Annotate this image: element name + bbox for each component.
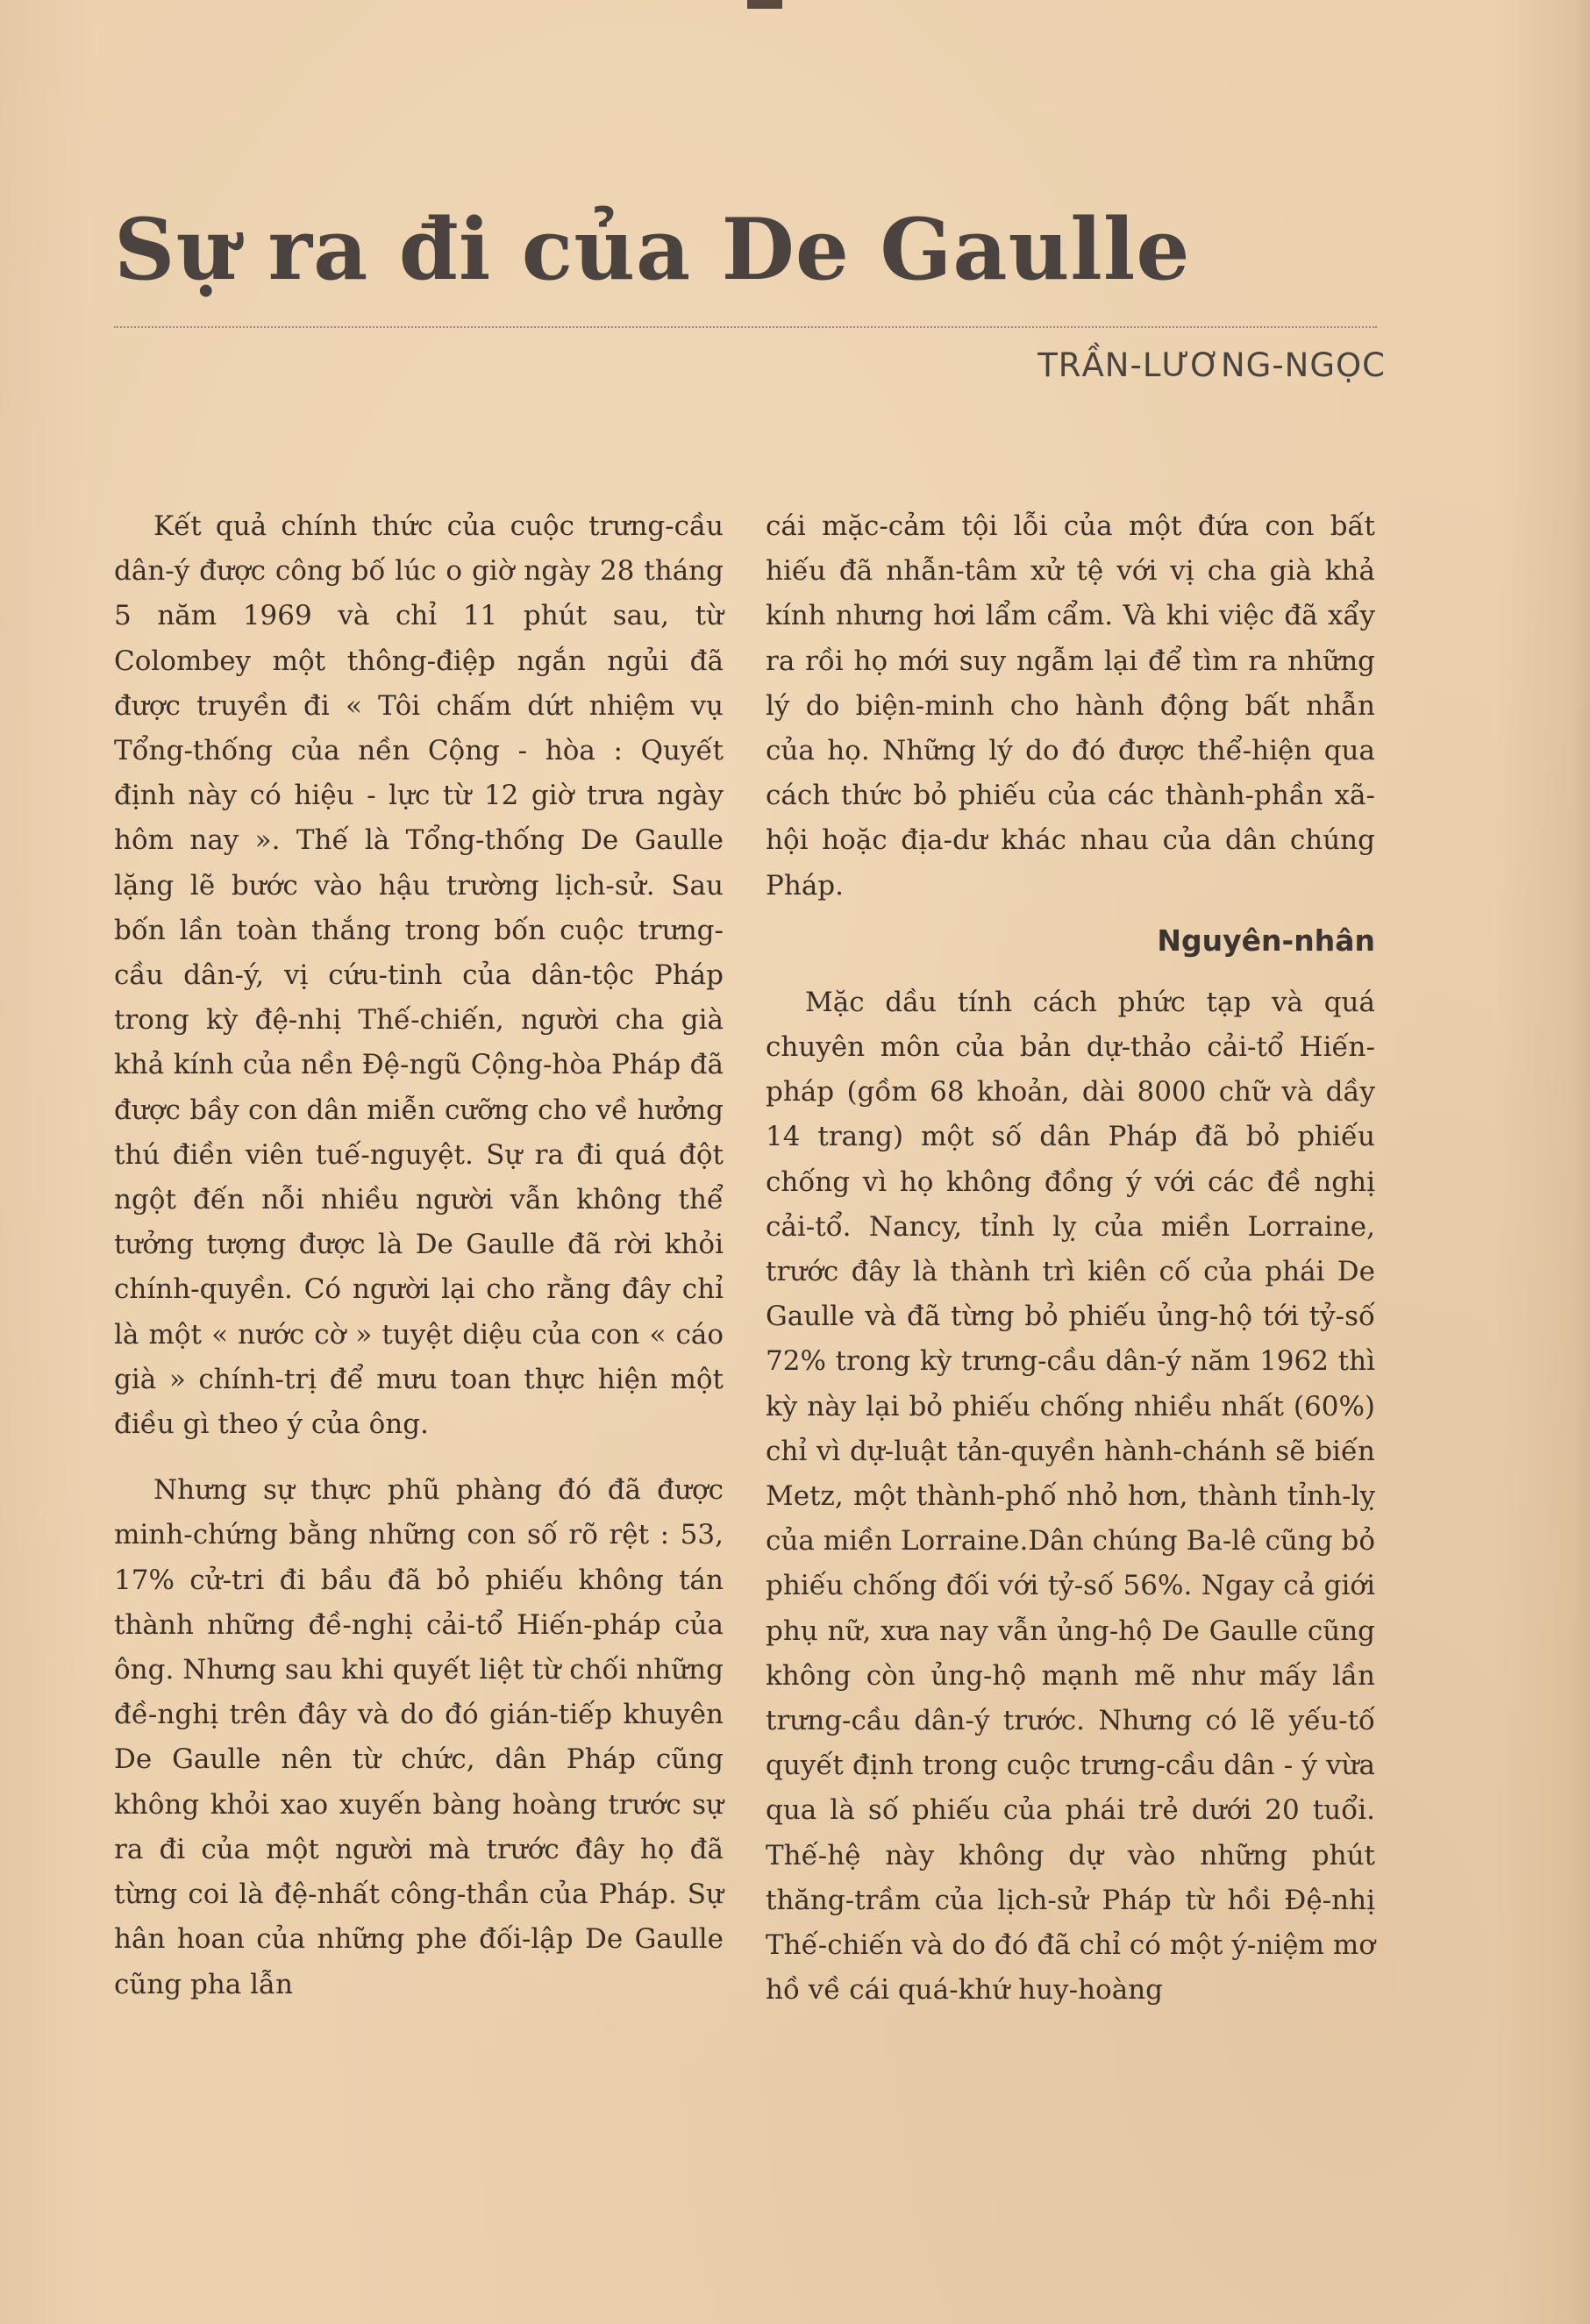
article-title: Sự ra đi của De Gaulle: [114, 200, 1191, 299]
paragraph-1: Kết quả chính thức của cuộc trưng-cầu dân-ý được công bố lúc o giờ ngày 28 tháng 5 năm 1969 và chỉ 11 phút sau, từ Colombey một thông-điệp ngắn ngủi đã được truyền đi « Tôi chấm dứt nhiệm vụ Tổng-thống của nền Cộng - hòa : Quyết định này có hiệu - lực từ 12 giờ trưa ngày hôm nay ». Thế là Tổng-thống De Gaulle lặng lẽ bước vào hậu trường lịch-sử. Sau bốn lần toàn thắng trong bốn cuộc trưng-cầu dân-ý, vị cứu-tinh của dân-tộc Pháp trong kỳ đệ-nhị Thế-chiến, người cha già khả kính của nền Đệ-ngũ Cộng-hòa Pháp đã được bầy con dân miễn cưỡng cho về hưởng thú điền viên tuế-nguyệt. Sự ra đi quá đột ngột đến nỗi nhiều người vẫn không thể tưởng tượng được là De Gaulle đã rời khỏi chính-quyền. Có người lại cho rằng đây chỉ là một « nước cờ » tuyệt diệu của con « cáo già » chính-trị để mưu toan thực hiện một điều gì theo ý của ông.: [114, 510, 724, 1441]
title-divider: [114, 326, 1377, 328]
paragraph-3: cái mặc-cảm tội lỗi của một đứa con bất hiếu đã nhẫn-tâm xử tệ với vị cha già khả kính nhưng hơi lẩm cẩm. Và khi việc đã xẩy ra rồi họ mới suy ngẫm lại để tìm ra những lý do biện-minh cho hành động bất nhẫn của họ. Những lý do đó được thể-hiện qua cách thức bỏ phiếu của các thành-phần xã-hội hoặc địa-dư khác nhau của dân chúng Pháp.: [766, 510, 1375, 902]
paragraph-4: Mặc dầu tính cách phức tạp và quá chuyên môn của bản dự-thảo cải-tổ Hiến-pháp (gồm 68 khoản, dài 8000 chữ và dầy 14 trang) một số dân Pháp đã bỏ phiếu chống vì họ không đồng ý với các đề nghị cải-tổ. Nancy, tỉnh lỵ của miền Lorraine, trước đây là thành trì kiên cố của phái De Gaulle và đã từng bỏ phiếu ủng-hộ tới tỷ-số 72% trong kỳ trưng-cầu dân-ý năm 1962 thì kỳ này lại bỏ phiếu chống nhiều nhất (60%) chỉ vì dự-luật tản-quyền hành-chánh sẽ biến Metz, một thành-phố nhỏ hơn, thành tỉnh-lỵ của miền Lorraine.Dân chúng Ba-lê cũng bỏ phiếu chống đối với tỷ-số 56%. Ngay cả giới phụ nữ, xưa nay vẫn ủng-hộ De Gaulle cũng không còn ủng-hộ mạnh mẽ như mấy lần trưng-cầu dân-ý trước. Nhưng có lẽ yếu-tố quyết định trong cuộc trưng-cầu dân - ý vừa qua là số phiếu của phái trẻ dưới 20 tuổi. Thế-hệ này không dự vào những phút thăng-trầm của lịch-sử Pháp từ hồi Đệ-nhị Thế-chiến và do đó đã chỉ có một ý-niệm mơ hồ về cái quá-khứ huy-hoàng: [766, 986, 1375, 2007]
page-edge-shadow: [1574, 0, 1590, 2324]
section-heading: Nguyên-nhân: [1157, 923, 1375, 958]
right-column: [766, 504, 1375, 2014]
page-top-mark: [747, 0, 782, 9]
left-column: [114, 504, 724, 2007]
article-author: TRẦN-LƯƠNG-NGỌC: [1037, 346, 1386, 384]
paragraph-2: Nhưng sự thực phũ phàng đó đã được minh-chứng bằng những con số rõ rệt : 53, 17% cử-tri đi bầu đã bỏ phiếu không tán thành những đề-nghị cải-tổ Hiến-pháp của ông. Nhưng sau khi quyết liệt từ chối những đề-nghị trên đây và do đó gián-tiếp khuyên De Gaulle nên từ chức, dân Pháp cũng không khỏi xao xuyến bàng hoàng trước sự ra đi của một người mà trước đây họ đã từng coi là đệ-nhất công-thần của Pháp. Sự hân hoan của những phe đối-lập De Gaulle cũng pha lẫn: [114, 1474, 724, 2000]
